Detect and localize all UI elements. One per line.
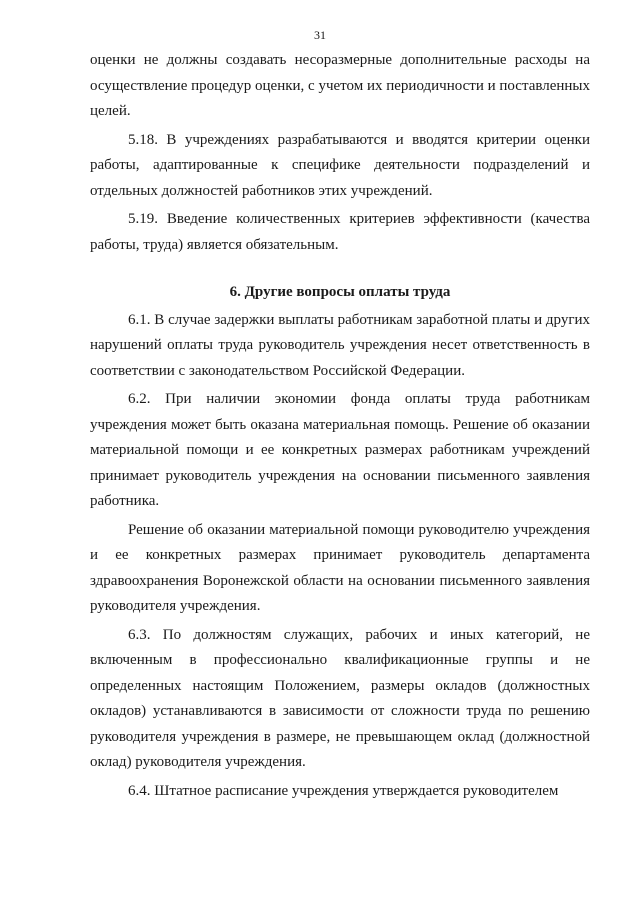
document-body	[90, 48, 590, 804]
paragraph-6-1: 6.1. В случае задержки выплаты работникам заработной платы и других нарушений оплаты труда руководитель учреждения несет ответственность в соответствии с законодательством Российской Федерации.	[90, 311, 590, 379]
paragraph-6-2-continued: Решение об оказании материальной помощи руководителю учреждения и ее конкретных размерах принимает руководитель департамента здравоохранения Воронежской области на основании письменного заявления руководителя учреждения.	[90, 521, 590, 614]
page-number: 31	[314, 28, 326, 42]
paragraph-continuation: оценки не должны создавать несоразмерные дополнительные расходы на осуществление процедур оценки, с учетом их периодичности и поставленных целей.	[90, 52, 591, 119]
paragraph-6-4: 6.4. Штатное расписание учреждения утверждается руководителем	[128, 782, 559, 799]
paragraph-5-18: 5.18. В учреждениях разрабатываются и вводятся критерии оценки работы, адаптированные к специфике деятельности подразделений и отдельных должностей работников этих учреждений.	[90, 131, 590, 199]
paragraph-6-2: 6.2. При наличии экономии фонда оплаты труда работникам учреждения может быть оказана материальная помощь. Решение об оказании материальной помощи и ее конкретных размерах работникам учреждений принимает руководитель учреждения на основании письменного заявления работника.	[90, 391, 590, 509]
paragraph-6-3: 6.3. По должностям служащих, рабочих и иных категорий, не включенным в профессионально квалификационные группы и не определенных настоящим Положением, размеры окладов (должностных окладов) устанавливаются в зависимости от сложности труда по решению руководителя учреждения в размере, не превышающем оклад (должностной оклад) руководителя учреждения.	[90, 626, 590, 770]
section-heading: 6. Другие вопросы оплаты труда	[229, 284, 451, 300]
paragraph-5-19: 5.19. Введение количественных критериев эффективности (качества работы, труда) является обязательным.	[90, 211, 590, 253]
